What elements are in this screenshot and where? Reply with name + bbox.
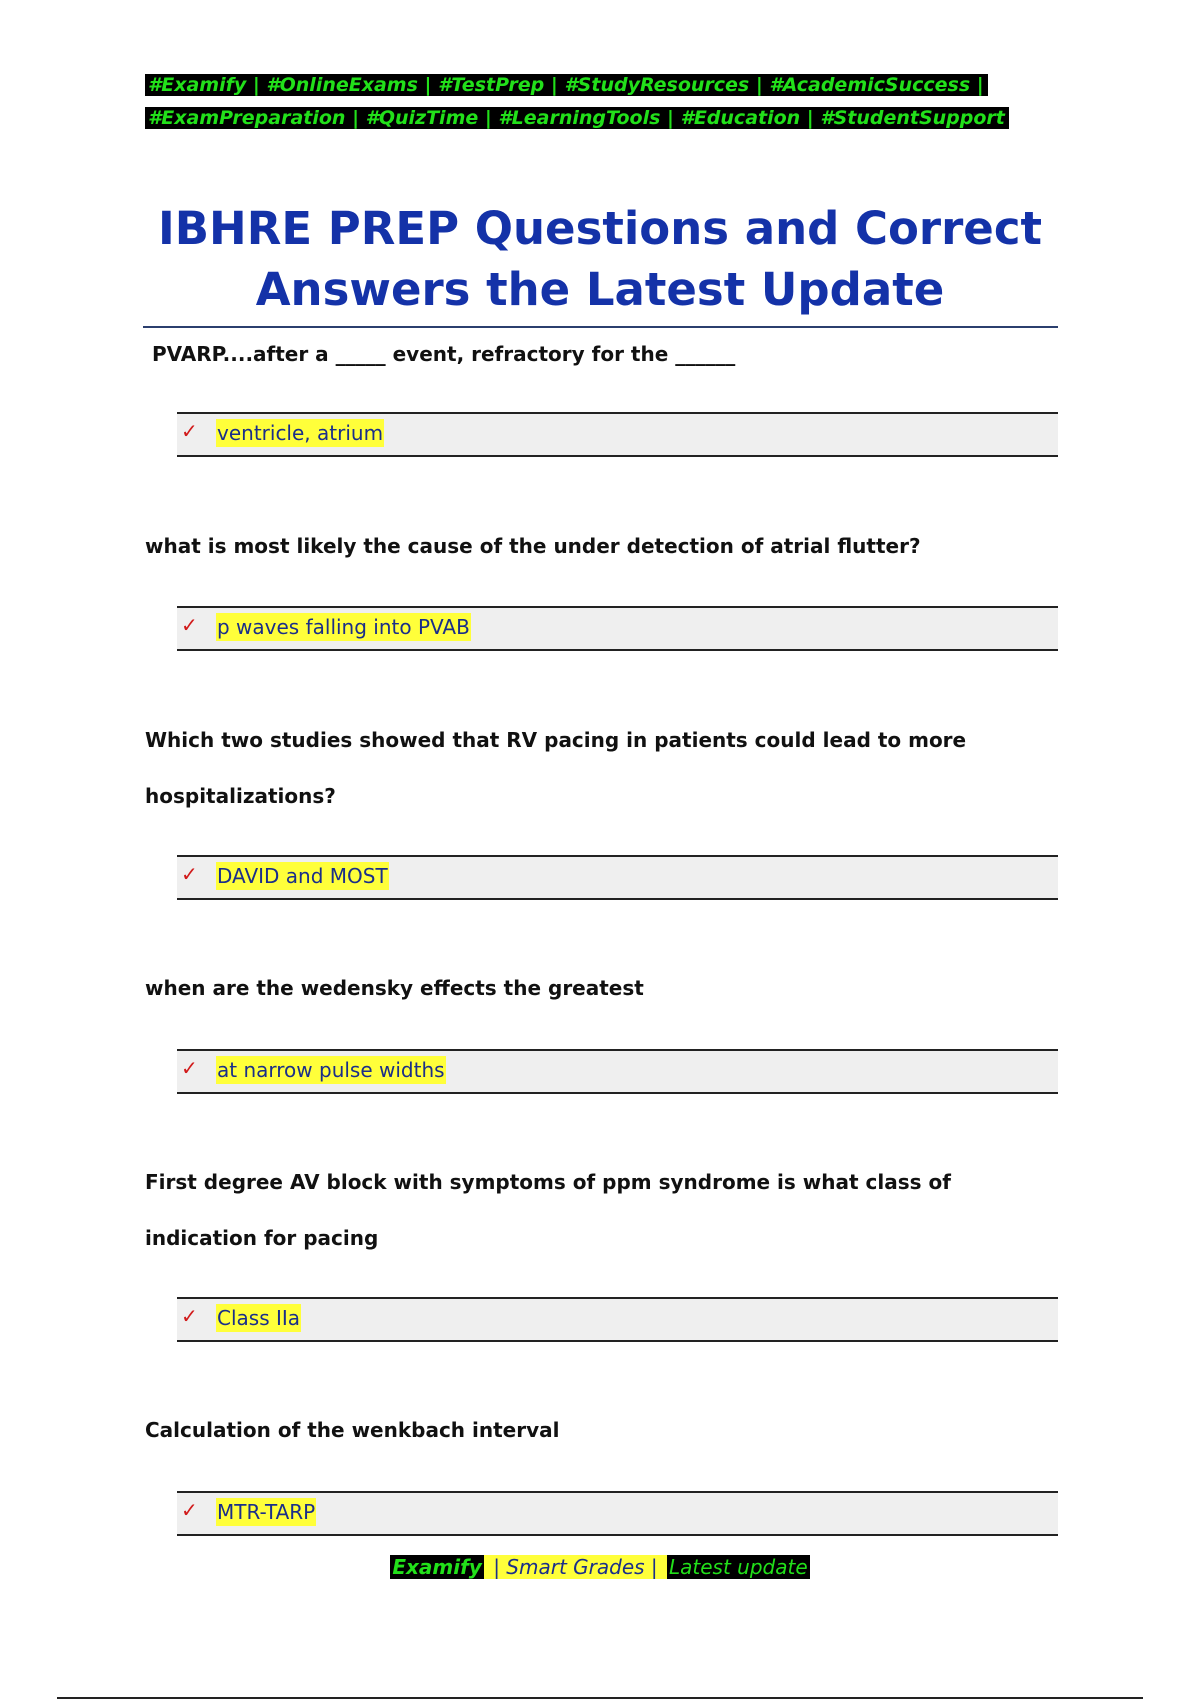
answer-5 (177, 1297, 1058, 1342)
checkmark-icon: ✓ (181, 613, 198, 637)
question-text: indication for pacing (145, 1226, 379, 1250)
hashtag-banner-line-1 (145, 72, 988, 98)
footer-banner (0, 1553, 1200, 1581)
question-3 (145, 712, 1025, 824)
question-2 (145, 518, 1025, 574)
footer-middle: | Smart Grades | (484, 1555, 667, 1579)
question-6 (145, 1402, 1025, 1458)
question-text: First degree AV block with symptoms of ppm syndrome is what class of (145, 1170, 951, 1194)
question-text: hospitalizations? (145, 784, 336, 808)
title-line-1: IBHRE PREP Questions and Correct (157, 202, 1043, 255)
hashtag-text: #Examify | #OnlineExams | #TestPrep | #StudyResources | #AcademicSuccess | (145, 74, 988, 96)
question-text: what is most likely the cause of the under detection of atrial flutter? (145, 534, 921, 558)
answer-text: ventricle, atrium (217, 421, 384, 445)
answer-4 (177, 1049, 1058, 1094)
checkmark-icon: ✓ (181, 1498, 198, 1522)
title-line-2: Answers the Latest Update (255, 263, 945, 316)
question-4 (145, 960, 1025, 1016)
question-5 (145, 1154, 1025, 1266)
question-1 (152, 326, 1032, 382)
question-text: Which two studies showed that RV pacing in patients could lead to more (145, 728, 967, 752)
answer-2 (177, 606, 1058, 651)
checkmark-icon: ✓ (181, 1304, 198, 1328)
question-text: when are the wedensky effects the greatest (145, 976, 644, 1000)
answer-text: MTR-TARP (217, 1500, 316, 1524)
answer-1 (177, 412, 1058, 457)
answer-text: DAVID and MOST (217, 864, 388, 888)
answer-6 (177, 1491, 1058, 1536)
page-title (145, 198, 1055, 320)
footer-brand: Examify (392, 1555, 482, 1579)
answer-text: at narrow pulse widths (217, 1058, 445, 1082)
hashtag-text: #ExamPreparation | #QuizTime | #LearningTools | #Education | #StudentSupport (145, 107, 1009, 129)
answer-text: Class IIa (217, 1306, 301, 1330)
checkmark-icon: ✓ (181, 419, 198, 443)
answer-text: p waves falling into PVAB (217, 615, 470, 639)
hashtag-banner-line-2 (145, 105, 1009, 131)
question-text: Calculation of the wenkbach interval (145, 1418, 560, 1442)
checkmark-icon: ✓ (181, 1056, 198, 1080)
answer-3 (177, 855, 1058, 900)
footer-latest-update: Latest update (669, 1555, 808, 1579)
page-bottom-rule (57, 1697, 1143, 1699)
checkmark-icon: ✓ (181, 862, 198, 886)
question-text: PVARP....after a _____ event, refractory for the ______ (152, 342, 736, 366)
